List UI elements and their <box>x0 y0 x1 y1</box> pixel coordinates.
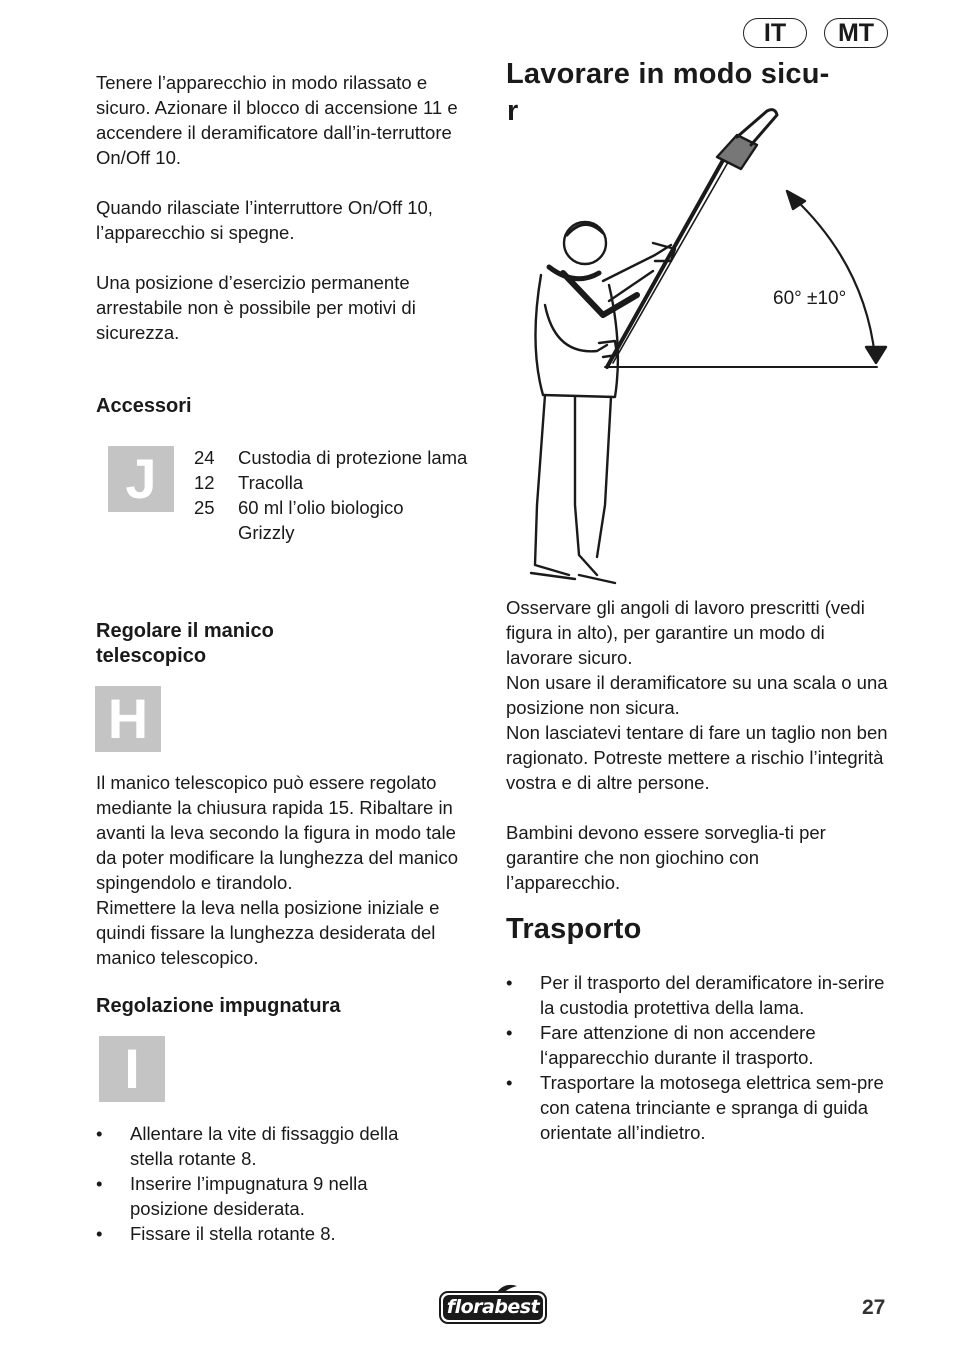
accessori-item <box>194 495 484 545</box>
grip-list <box>96 1121 436 1246</box>
transport-list <box>506 970 894 1145</box>
telescopic-paragraph-1: Il manico telescopico può essere regolato mediante la chiusura rapida 15. Ribaltare in avanti la leva secondo la figura in modo tale da poter modificare la lunghezza del manico spingendolo e tirandolo. <box>96 772 458 893</box>
accessori-item-number: 25 <box>194 497 215 518</box>
list-item: • Fare attenzione di non accendere l‘apparecchio durante il trasporto. <box>506 1020 894 1070</box>
intro-paragraph-3: Una posizione d’esercizio permanente arrestabile non è possibile per motivi di sicurezza. <box>96 272 416 343</box>
telescopic-paragraph-2: Rimettere la leva nella posizione iniziale e quindi fissare la lunghezza desiderata del manico telescopico. <box>96 897 440 968</box>
safe-work-heading: Lavorare in modo sicu- <box>506 58 830 90</box>
safe-paragraph-4: Bambini devono essere sorveglia-ti per garantire che non giochino con l’apparecchio. <box>506 822 826 893</box>
figure-ref-box-j: J <box>108 446 174 512</box>
accessori-list <box>194 445 484 545</box>
left-column <box>96 70 481 345</box>
brand-name: florabest <box>446 1296 540 1318</box>
accessori-item-text: Tracolla <box>238 472 304 493</box>
page-number: 27 <box>862 1296 886 1319</box>
accessori-item-number: 24 <box>194 447 215 468</box>
lang-badge-mt: MT <box>824 18 888 48</box>
angle-label: 60° ±10° <box>773 288 847 309</box>
list-item: • Allentare la vite di fissaggio della stella rotante 8. <box>96 1121 436 1171</box>
list-item: • Inserire l’impugnatura 9 nella posizione desiderata. <box>96 1171 436 1221</box>
safe-work-text <box>506 595 896 895</box>
intro-paragraph-2: Quando rilasciate l’interruttore On/Off 10, l’apparecchio si spegne. <box>96 197 433 243</box>
accessori-item-text: 60 ml l’olio biologico Grizzly <box>238 497 404 543</box>
intro-paragraph-1: Tenere l’apparecchio in modo rilassato e sicuro. Azionare il blocco di accensione 11 e accendere il deramificatore dall’in-terruttore On/Off 10. <box>96 72 458 168</box>
lang-badge-it: IT <box>743 18 807 48</box>
safe-paragraph-3: Non lasciatevi tentare di fare un taglio non ben ragionato. Potreste mettere a rischio l’integrità vostra e di altre persone. <box>506 722 888 793</box>
safe-paragraph-2: Non usare il deramificatore su una scala o una posizione non sicura. <box>506 672 888 718</box>
safe-work-heading-continuation: r <box>507 95 519 127</box>
accessori-item <box>194 470 484 495</box>
brand-logo <box>439 1284 547 1324</box>
telescopic-text <box>96 770 481 970</box>
safe-paragraph-1: Osservare gli angoli di lavoro prescritti (vedi figura in alto), per garantire un modo di lavorare sicuro. <box>506 597 865 668</box>
figure-ref-box-i: I <box>99 1036 165 1102</box>
grip-heading: Regolazione impugnatura <box>96 995 341 1017</box>
figure-ref-box-h: H <box>95 686 161 752</box>
accessori-item-number: 12 <box>194 472 215 493</box>
accessori-item <box>194 445 484 470</box>
working-angle-figure <box>505 105 900 585</box>
accessori-heading: Accessori <box>96 395 192 417</box>
list-item: • Trasportare la motosega elettrica sem-pre con catena trinciante e spranga di guida orientate all’indietro. <box>506 1070 894 1145</box>
list-item: • Fissare il stella rotante 8. <box>96 1221 436 1246</box>
list-item: • Per il trasporto del deramificatore in-serire la custodia protettiva della lama. <box>506 970 894 1020</box>
telescopic-heading: Regolare il manico telescopico <box>96 620 274 667</box>
accessori-item-text: Custodia di protezione lama <box>238 447 468 468</box>
transport-heading: Trasporto <box>506 913 642 945</box>
